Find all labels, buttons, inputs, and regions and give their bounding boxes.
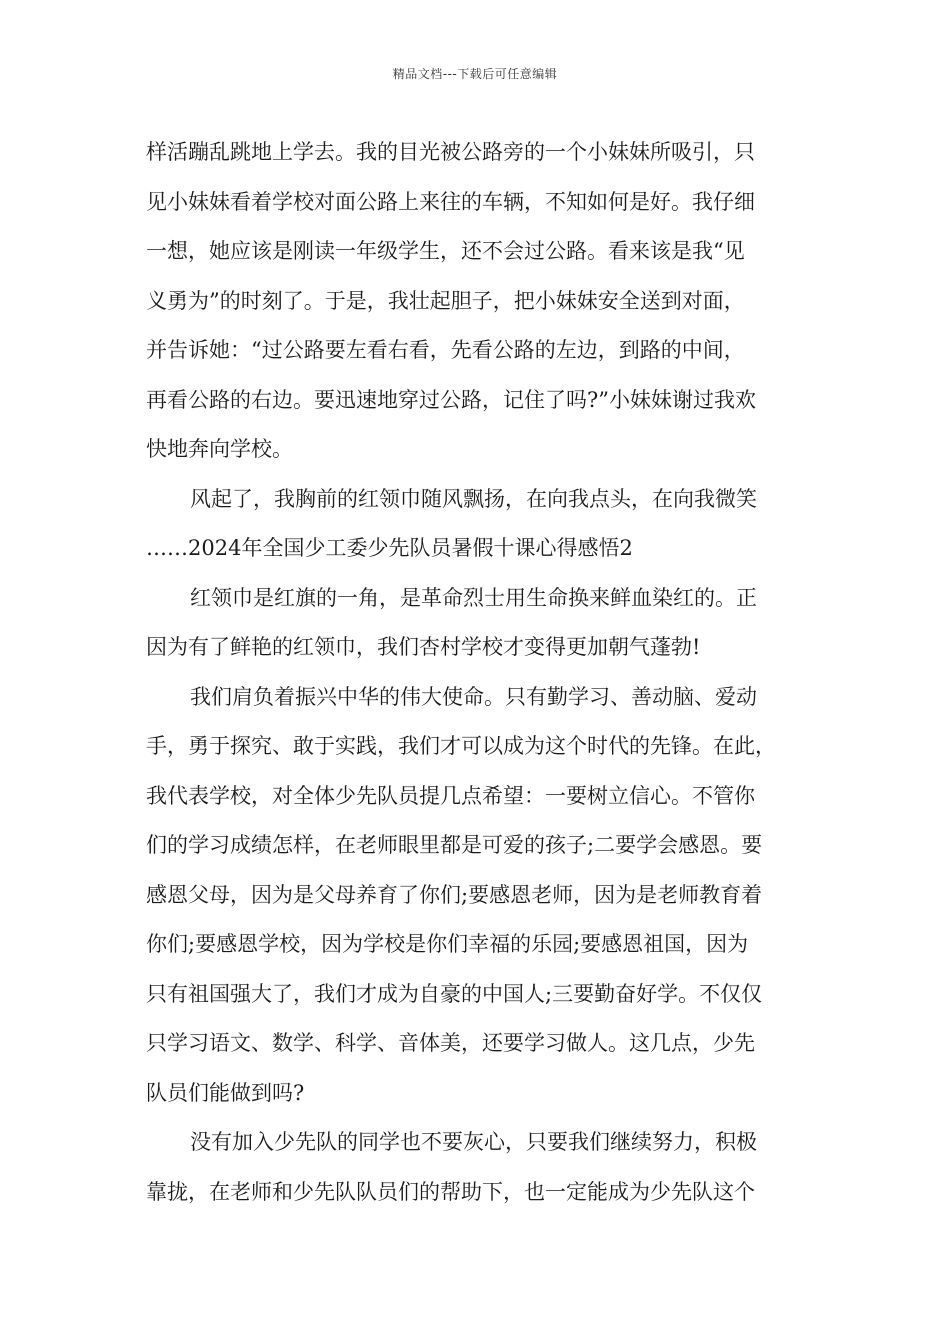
text-line: 因为有了鲜艳的红领巾，我们杏村学校才变得更加朝气蓬勃! [146,635,701,659]
text-line: 快地奔向学校。 [146,437,293,461]
text-line: 我代表学校，对全体少先队员提几点希望：一要树立信心。不管你 [146,783,755,808]
text-line: 义勇为”的时刻了。于是，我壮起胆子，把小妹妹安全送到对面， [146,288,745,313]
text-line: 队员们能做到吗? [146,1080,305,1105]
text-line: 手，勇于探究、敢于实践，我们才可以成为这个时代的先锋。在此， [146,734,776,758]
text-line: 们的学习成绩怎样，在老师眼里都是可爱的孩子;二要学会感恩。要 [146,833,763,857]
text-line: 感恩父母，因为是父母养育了你们;要感恩老师，因为是老师教育着 [146,882,763,907]
text-line: 样活蹦乱跳地上学去。我的目光被公路旁的一个小妹妹所吸引，只 [146,140,755,164]
text-line: 红领巾是红旗的一角，是革命烈士用生命换来鲜血染红的。正 [190,585,757,610]
text-line: 靠拢，在老师和少先队队员们的帮助下，也一定能成为少先队这个 [146,1179,755,1204]
body-text [146,128,810,1217]
text-line: 一想，她应该是刚读一年级学生，还不会过公路。看来该是我“见 [146,239,745,263]
text-line: 见小妹妹看着学校对面公路上来往的车辆，不知如何是好。我仔细 [146,189,755,214]
text-line: 并告诉她：“过公路要左看右看，先看公路的左边，到路的中间， [146,338,745,362]
text-line: 风起了，我胸前的红领巾随风飘扬，在向我点头，在向我微笑 [190,486,757,511]
text-line: 我们肩负着振兴中华的伟大使命。只有勤学习、善动脑、爱动 [190,684,757,709]
text-line: 你们;要感恩学校，因为学校是你们幸福的乐园;要感恩祖国，因为 [146,932,749,956]
page-header: 精品文档---下载后可任意编辑 [392,67,558,81]
text-line: 没有加入少先队的同学也不要灰心，只要我们继续努力，积极 [190,1130,757,1154]
text-line: 只学习语文、数学、科学、音体美，还要学习做人。这几点，少先 [146,1031,755,1055]
text-line: ……2024年全国少工委少先队员暑假十课心得感悟2 [146,536,633,560]
text-line: 只有祖国强大了，我们才成为自豪的中国人;三要勤奋好学。不仅仅 [146,981,763,1006]
text-line: 再看公路的右边。要迅速地穿过公路，记住了吗?”小妹妹谢过我欢 [146,387,756,412]
